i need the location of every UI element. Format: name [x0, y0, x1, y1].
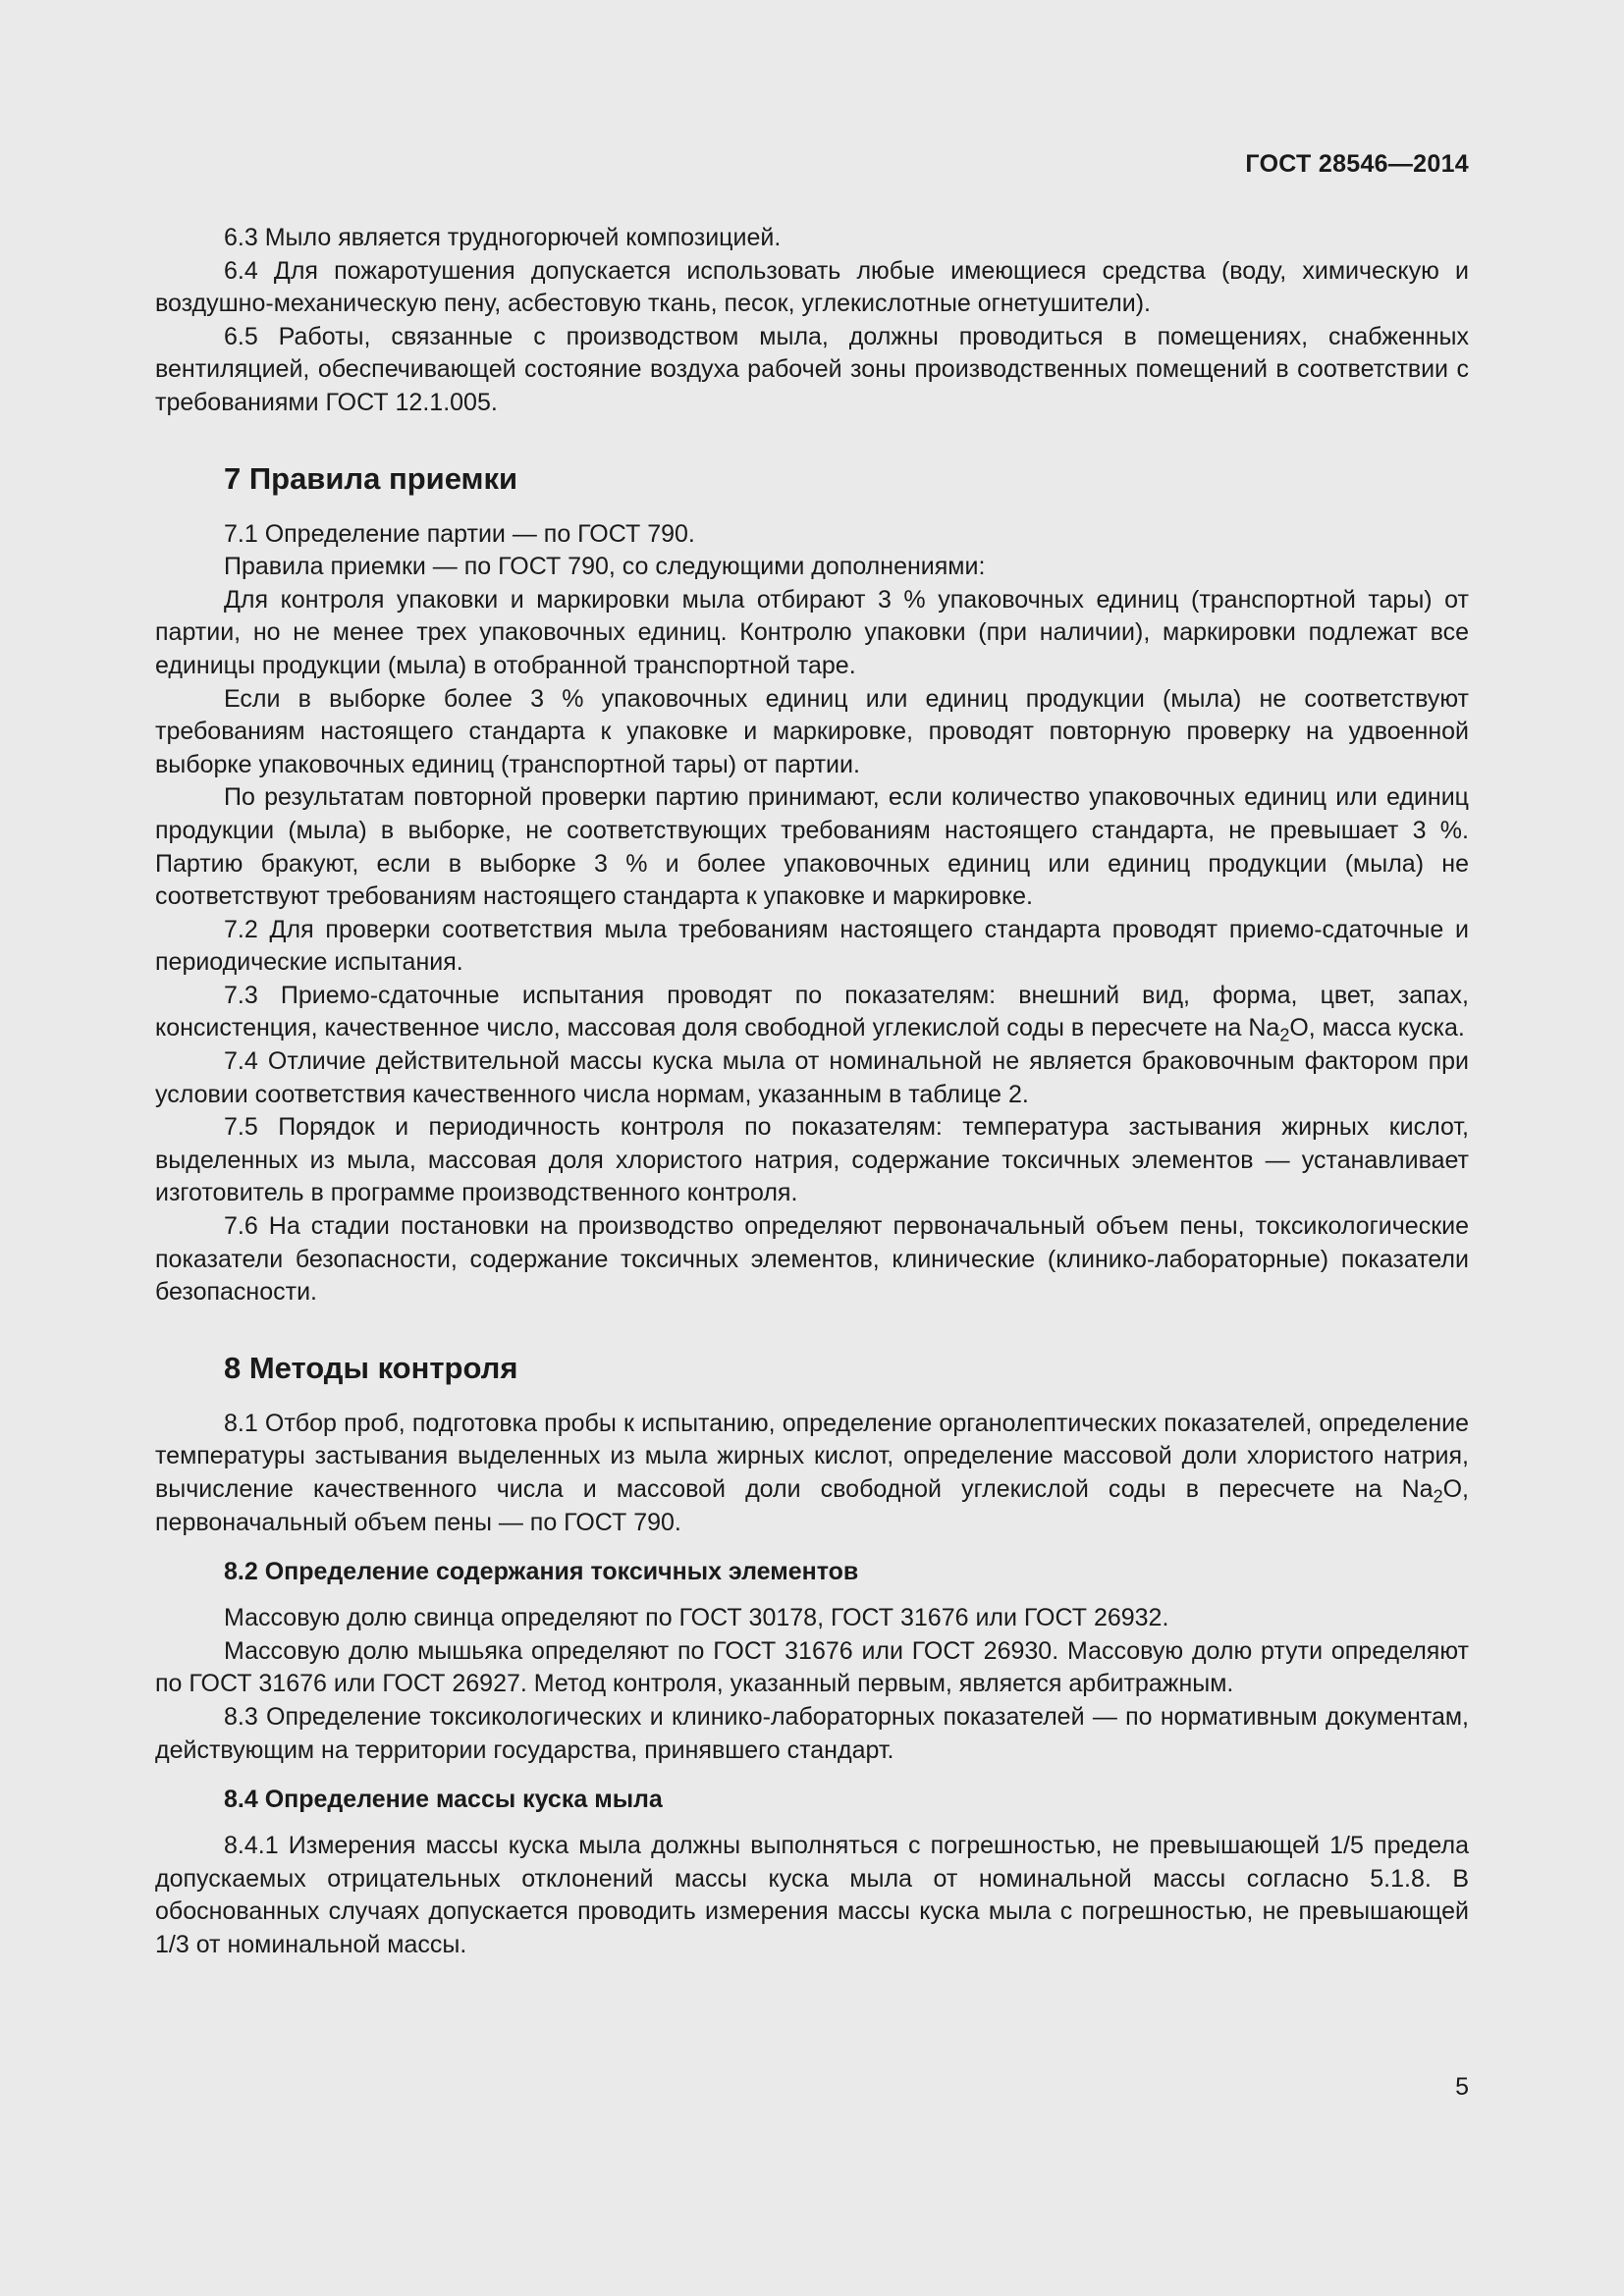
- paragraph-7-5: 7.5 Порядок и периодичность контроля по показателям: температура застывания жирных кислот, выделенных из мыла, массовая доля хлористого натрия, содержание токсичных элементов — устанавливает изготовитель в программе производственного контроля.: [155, 1113, 1469, 1207]
- document-code-header: ГОСТ 28546—2014: [1245, 150, 1469, 178]
- subsection-8-4-heading: 8.4 Определение массы куска мыла: [224, 1786, 663, 1814]
- document-body: [155, 222, 1469, 1962]
- section-8-heading: 8 Методы контроля: [224, 1350, 518, 1385]
- paragraph-7-3-text-a: 7.3 Приемо-сдаточные испытания проводят по показателям: внешний вид, форма, цвет, запах, консистенция, качественное число, массовая доля свободной углекислой соды в пересчете на Na: [155, 981, 1469, 1042]
- paragraph-acceptance-rules: Правила приемки — по ГОСТ 790, со следующими дополнениями:: [224, 553, 986, 581]
- subscript-2: 2: [1433, 1486, 1443, 1507]
- paragraph-6-3: 6.3 Мыло является трудногорючей композицией.: [224, 224, 782, 251]
- paragraph-7-4: 7.4 Отличие действительной массы куска мыла от номинальной не является браковочным фактором при условии соответствия качественного числа нормам, указанным в таблице 2.: [155, 1047, 1469, 1108]
- subscript-2: 2: [1279, 1025, 1290, 1045]
- paragraph-6-5: 6.5 Работы, связанные с производством мыла, должны проводиться в помещениях, снабженных вентиляцией, обеспечивающей состояние воздуха рабочей зоны производственных помещений в соответствии с требованиями ГОСТ 12.1.005.: [155, 322, 1469, 416]
- paragraph-recheck-results: По результатам повторной проверки партию принимают, если количество упаковочных единиц или единиц продукции (мыла) в выборке, не соответствующих требованиям настоящего стандарта, не превышает 3 %. Партию бракуют, если в выборке 3 % и более упаковочных единиц или единиц продукции (мыла) не соответствуют требованиям настоящего стандарта к упаковке и маркировке.: [155, 783, 1469, 911]
- paragraph-7-6: 7.6 На стадии постановки на производство определяют первоначальный объем пены, токсикологические показатели безопасности, содержание токсичных элементов, клинические (клинико-лабораторные) показатели безопасности.: [155, 1212, 1469, 1307]
- subsection-8-2-heading: 8.2 Определение содержания токсичных элементов: [224, 1558, 859, 1586]
- paragraph-sample-check: Если в выборке более 3 % упаковочных единиц или единиц продукции (мыла) не соответствуют требованиям настоящего стандарта к упаковке и маркировке, проводят повторную проверку на удвоенной выборке упаковочных единиц (транспортной тары) от партии.: [155, 684, 1469, 778]
- paragraph-packaging-control: Для контроля упаковки и маркировки мыла отбирают 3 % упаковочных единиц (транспортной тары) от партии, но не менее трех упаковочных единиц. Контролю упаковки (при наличии), маркировки подлежат все единицы продукции (мыла) в отобранной транспортной таре.: [155, 585, 1469, 679]
- paragraph-6-4: 6.4 Для пожаротушения допускается использовать любые имеющиеся средства (воду, химическую и воздушно-механическую пену, асбестовую ткань, песок, углекислотные огнетушители).: [155, 256, 1469, 318]
- paragraph-8-1-text-a: 8.1 Отбор проб, подготовка пробы к испытанию, определение органолептических показателей, определение температуры застывания выделенных из мыла жирных кислот, определение массовой доли хлористого натрия, вычисление качественного числа и массовой доли свободной углекислой соды в пересчете на Na: [155, 1409, 1469, 1503]
- paragraph-lead-methods: Массовую долю свинца определяют по ГОСТ 30178, ГОСТ 31676 или ГОСТ 26932.: [224, 1604, 1169, 1632]
- paragraph-8-1: [155, 1408, 1469, 1539]
- section-7-heading: 7 Правила приемки: [224, 460, 518, 496]
- paragraph-8-1-text-b: O, первоначальный объем пены — по ГОСТ 790.: [155, 1475, 1469, 1536]
- page-number: 5: [1455, 2073, 1469, 2101]
- paragraph-7-1: 7.1 Определение партии — по ГОСТ 790.: [224, 519, 695, 548]
- paragraph-8-4-1: 8.4.1 Измерения массы куска мыла должны выполняться с погрешностью, не превышающей 1/5 предела допускаемых отрицательных отклонений массы куска мыла от номинальной массы согласно 5.1.8. В обоснованных случаях допускается проводить измерения массы куска мыла с погрешностью, не превышающей 1/3 от номинальной массы.: [155, 1832, 1469, 1958]
- paragraph-arsenic-mercury-methods: Массовую долю мышьяка определяют по ГОСТ 31676 или ГОСТ 26930. Массовую долю ртути определяют по ГОСТ 31676 или ГОСТ 26927. Метод контроля, указанный первым, является арбитражным.: [155, 1636, 1469, 1698]
- paragraph-8-3: 8.3 Определение токсикологических и клинико-лабораторных показателей — по нормативным документам, действующим на территории государства, принявшего стандарт.: [155, 1702, 1469, 1764]
- paragraph-7-3: [155, 980, 1469, 1045]
- paragraph-7-2: 7.2 Для проверки соответствия мыла требованиям настоящего стандарта проводят приемо-сдаточные и периодические испытания.: [155, 915, 1469, 977]
- paragraph-7-3-text-b: O, масса куска.: [1289, 1014, 1465, 1042]
